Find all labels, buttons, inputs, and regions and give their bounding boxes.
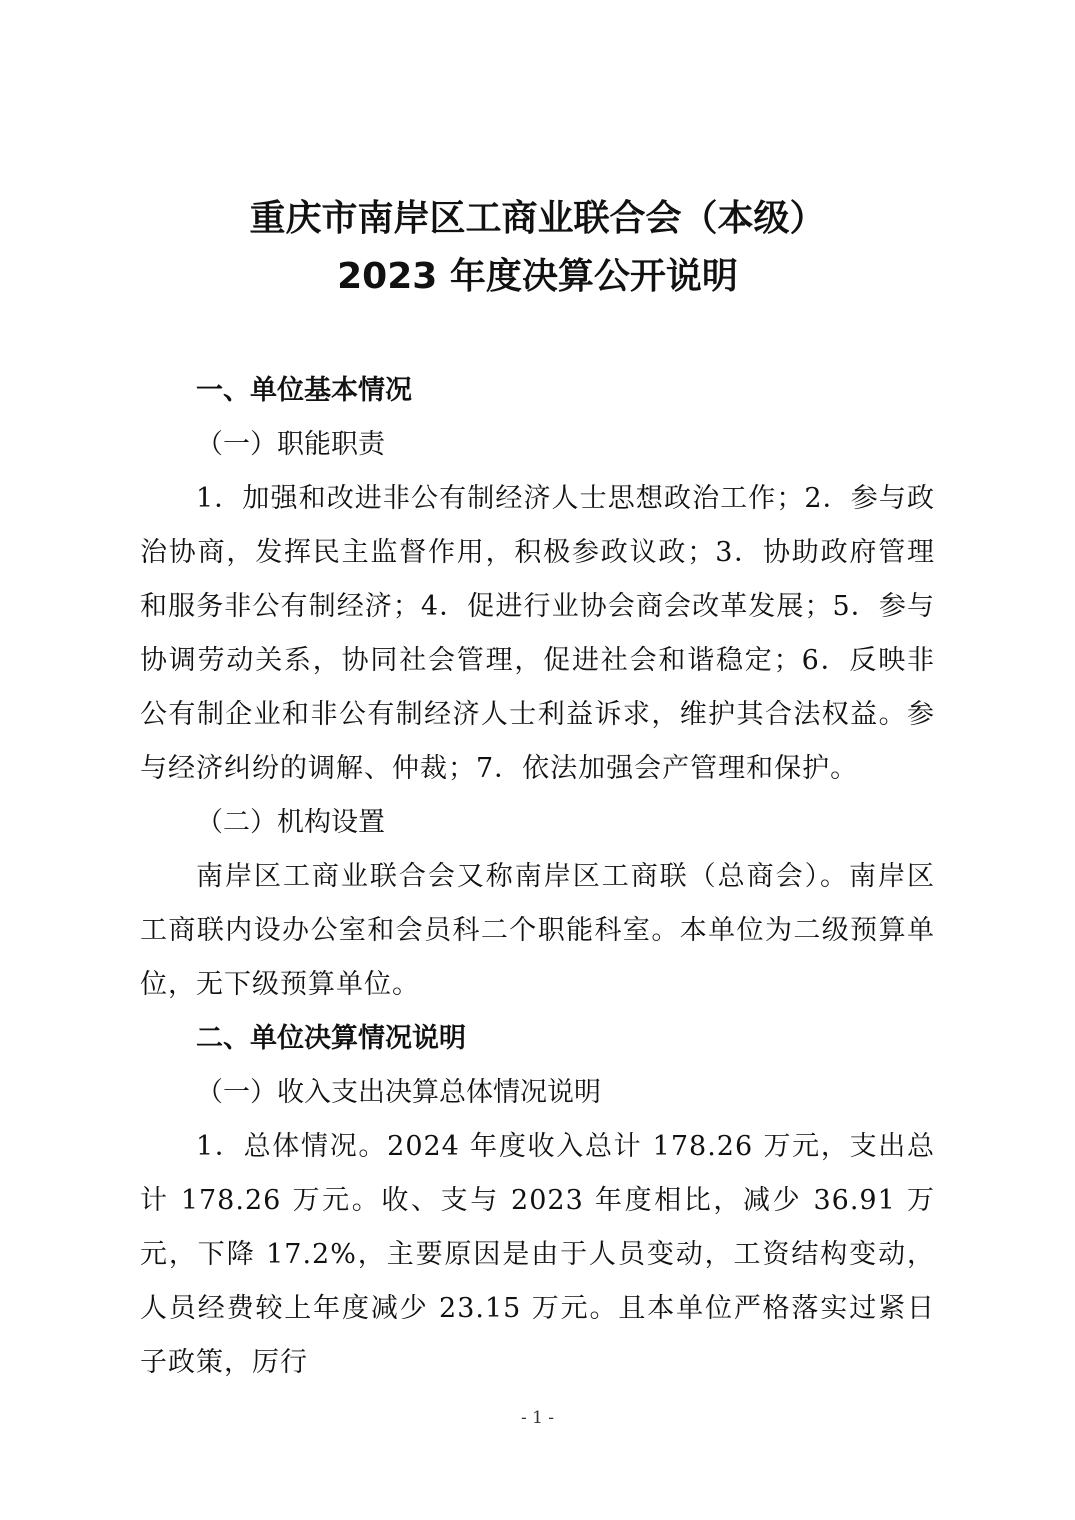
title-line-1: 重庆市南岸区工商业联合会（本级）	[249, 198, 826, 239]
duties-paragraph: 1．加强和改进非公有制经济人士思想政治工作；2．参与政治协商，发挥民主监督作用，积极参政议政；3．协助政府管理和服务非公有制经济；4．促进行业协会商会改革发展；5．参与协调劳动关系，协同社会管理，促进社会和谐稳定；6．反映非公有制企业和非公有制经济人士利益诉求，维护其合法权益。参与经济纠纷的调解、仲裁；7．依法加强会产管理和保护。	[140, 483, 935, 784]
organization-paragraph: 南岸区工商业联合会又称南岸区工商联（总商会）。南岸区工商联内设办公室和会员科二个职能科室。本单位为二级预算单位，无下级预算单位。	[140, 861, 935, 1000]
section-1-heading: 一、单位基本情况	[196, 375, 412, 406]
title-line-2: 2023 年度决算公开说明	[337, 256, 738, 297]
overall-situation-paragraph: 1．总体情况。2024 年度收入总计 178.26 万元，支出总计 178.26 万元。收、支与 2023 年度相比，减少 36.91 万元，下降 17.2%，主要原因是由于人员变动，工资结构变动，人员经费较上年度减少 23.15 万元。且本单位严格落实过紧日子政策，厉行	[140, 1131, 935, 1378]
document-body	[140, 364, 935, 1390]
page-number: - 1 -	[520, 1408, 555, 1428]
section-2-subheading-1: （一）收入支出决算总体情况说明	[196, 1077, 601, 1108]
section-2-heading: 二、单位决算情况说明	[196, 1023, 466, 1054]
document-title	[140, 190, 935, 306]
section-1-subheading-2: （二）机构设置	[196, 807, 385, 838]
section-1-subheading-1: （一）职能职责	[196, 429, 385, 460]
